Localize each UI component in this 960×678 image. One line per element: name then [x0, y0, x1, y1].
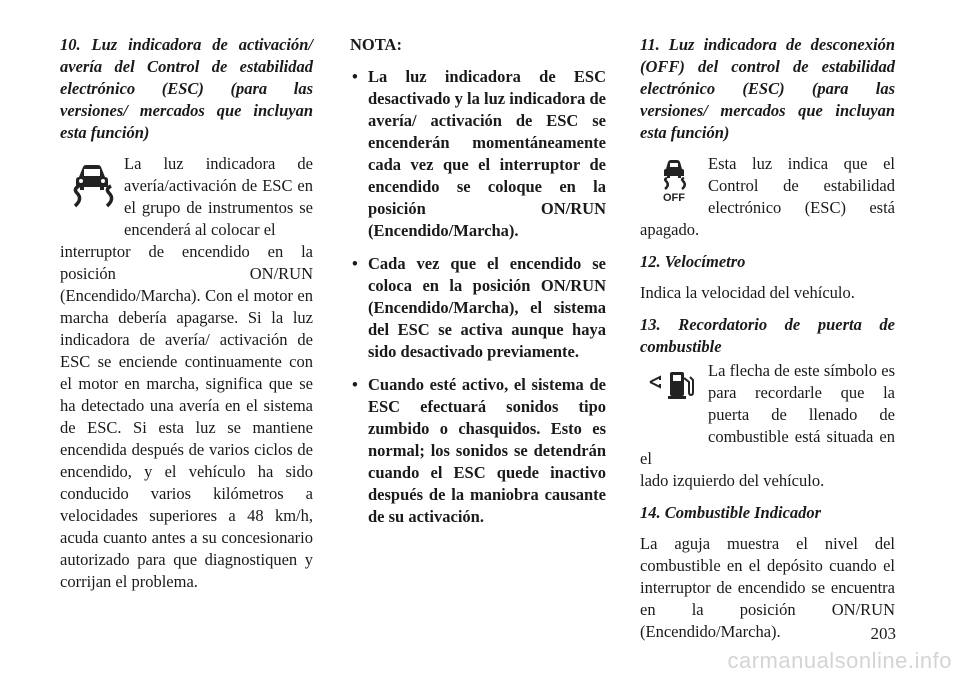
- bullet-icon: •: [352, 67, 358, 86]
- section-13-text-beside-icon: La flecha de este símbolo es para recordarle que la puerta de llenado de combustible está situada en el: [640, 361, 895, 468]
- section-10-text-beside-icon: La luz indicadora de avería/activación de ESC en el grupo de instrumentos se encenderá al colocar el: [124, 154, 313, 239]
- section-10-heading: 10. Luz indicadora de activación/ avería del Control de estabilidad electrónico (ESC) (para las versiones/ mercados que incluyan esta función): [60, 35, 313, 142]
- column-right: [640, 34, 895, 643]
- section-12-heading: 12. Velocímetro: [640, 252, 746, 271]
- section-11-body: [640, 153, 895, 241]
- nota-item: • Cada vez que el encendido se coloca en la posición ON/RUN (Encendido/Marcha), el sistema del ESC se activa aunque haya sido desactivado previamente.: [352, 254, 606, 361]
- bullet-icon: •: [352, 375, 358, 394]
- nota-item: • Cuando esté activo, el sistema de ESC efectuará sonidos tipo zumbido o chasquidos. Esto es normal; los sonidos se detendrán cuando el ESC quede inactivo después de la maniobra causante de su activación.: [352, 375, 606, 526]
- bullet-icon: •: [352, 254, 358, 273]
- nota-item: • La luz indicadora de ESC desactivado y la luz indicadora de avería/ activación de ESC se encenderán momentáneamente cada vez que el interruptor de encendido se coloque en la posición ON/RUN (Encendido/Marcha).: [352, 67, 606, 240]
- fuel-door-reminder-icon: [640, 370, 708, 436]
- nota-list: [350, 66, 606, 528]
- page-number: 203: [870, 624, 896, 643]
- esc-skid-car-icon: [60, 159, 124, 229]
- column-left: [60, 34, 313, 593]
- nota-title: NOTA:: [350, 35, 402, 54]
- section-13-text: lado izquierdo del vehículo.: [640, 471, 825, 490]
- watermark: carmanualsonline.info: [727, 648, 952, 673]
- column-middle: [350, 34, 606, 539]
- section-13-heading: 13. Recordatorio de puerta de combustible: [640, 315, 895, 356]
- section-10-text: interruptor de encendido en la posición ON/RUN (Encendido/Marcha). Con el motor en marcha debería apagarse. Si la luz indicadora de avería/ activación de ESC se enciende continuamente con el motor en marcha, significa que se ha detectado una avería en el sistema de ESC. Si esta luz se mantiene encendida después de varios ciclos de encendido, y el vehículo ha sido conducido varios kilómetros a velocidades superiores a 48 km/h, acuda cuanto antes a su concesionario autorizado para que diagnostiquen y corrijan el problema.: [60, 242, 313, 591]
- esc-off-label: OFF: [663, 192, 685, 203]
- section-11-text: Esta luz indica que el Control de estabilidad electrónico (ESC) está apagado.: [640, 154, 895, 239]
- esc-off-icon: [640, 157, 708, 209]
- section-14-heading: 14. Combustible Indicador: [640, 503, 822, 522]
- section-13-body: [640, 360, 895, 470]
- section-10-body: [60, 153, 313, 241]
- section-14-text: La aguja muestra el nivel del combustible en el depósito cuando el interruptor de encendido se encuentra en la posición ON/RUN (Encendido/Marcha).: [640, 534, 895, 641]
- section-11-heading: 11. Luz indicadora de desconexión (OFF) del control de estabilidad electrónico (ESC) (para las versiones/ mercados que incluyan esta función): [640, 35, 895, 142]
- section-12-text: Indica la velocidad del vehículo.: [640, 283, 855, 302]
